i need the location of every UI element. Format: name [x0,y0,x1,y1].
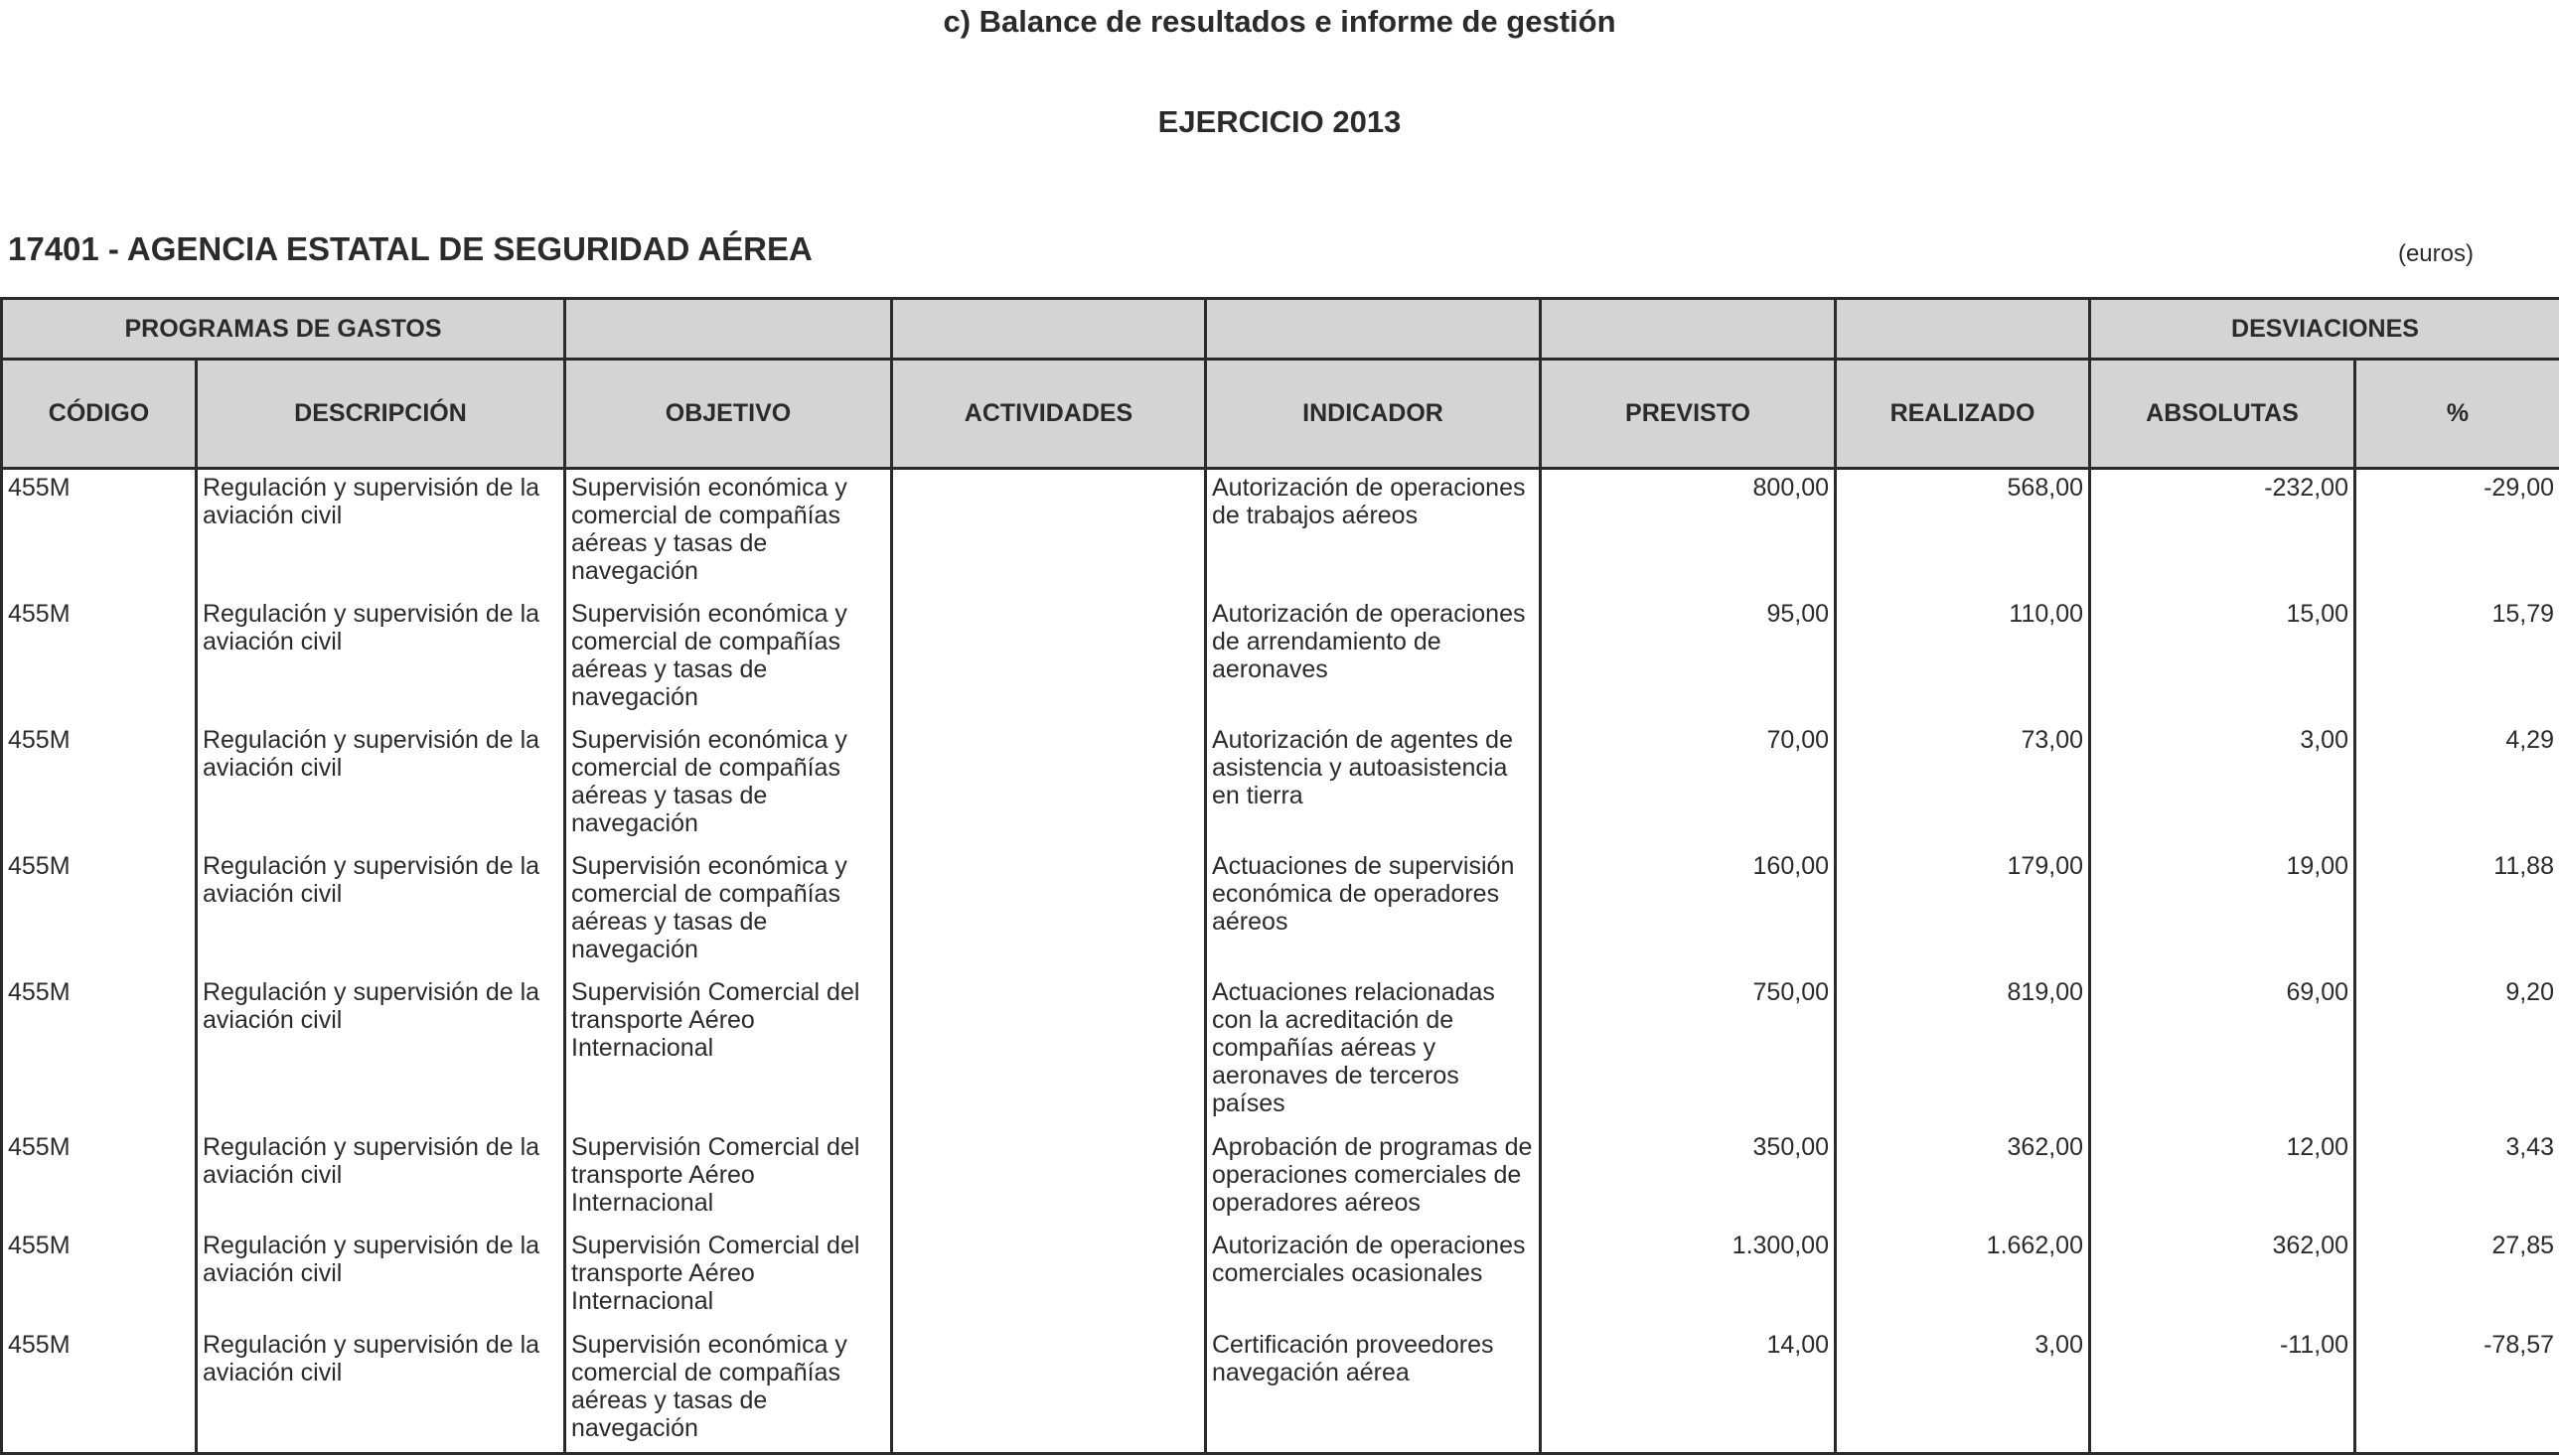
cell-previsto: 160,00 [1541,848,1836,974]
units-label: (euros) [2397,240,2474,267]
cell-pct: 9,20 [2355,974,2559,1129]
cell-descripcion: Regulación y supervisión de la aviación civil [197,596,565,722]
cell-actividades [892,1228,1206,1327]
cell-codigo: 455M [2,469,197,596]
column-header-previsto: PREVISTO [1541,360,1836,469]
cell-pct: 15,79 [2355,596,2559,722]
group-header-programas: PROGRAMAS DE GASTOS [2,299,565,360]
cell-realizado: 362,00 [1836,1129,2090,1228]
cell-descripcion: Regulación y supervisión de la aviación civil [197,722,565,848]
group-header-empty [1836,299,2090,360]
cell-indicador: Autorización de operaciones de trabajos aéreos [1206,469,1541,596]
cell-descripcion: Regulación y supervisión de la aviación civil [197,848,565,974]
cell-descripcion: Regulación y supervisión de la aviación civil [197,1327,565,1454]
cell-pct: 27,85 [2355,1228,2559,1327]
group-header-empty [565,299,892,360]
cell-actividades [892,848,1206,974]
table-row [2,469,2559,596]
cell-indicador: Aprobación de programas de operaciones comerciales de operadores aéreos [1206,1129,1541,1228]
entity-heading: 17401 - AGENCIA ESTATAL DE SEGURIDAD AÉREA [8,230,813,267]
cell-descripcion: Regulación y supervisión de la aviación civil [197,1129,565,1228]
column-header-objetivo: OBJETIVO [565,360,892,469]
cell-pct: 3,43 [2355,1129,2559,1228]
cell-indicador: Actuaciones de supervisión económica de operadores aéreos [1206,848,1541,974]
cell-realizado: 1.662,00 [1836,1228,2090,1327]
cell-pct: 11,88 [2355,848,2559,974]
column-header-descripcion: DESCRIPCIÓN [197,360,565,469]
cell-objetivo: Supervisión Comercial del transporte Aéreo Internacional [565,974,892,1129]
page-subtitle: EJERCICIO 2013 [1157,104,1402,139]
cell-actividades [892,596,1206,722]
cell-absolutas: 3,00 [2090,722,2355,848]
cell-indicador: Autorización de operaciones comerciales ocasionales [1206,1228,1541,1327]
cell-descripcion: Regulación y supervisión de la aviación civil [197,1228,565,1327]
column-header-realizado: REALIZADO [1836,360,2090,469]
cell-absolutas: 12,00 [2090,1129,2355,1228]
cell-absolutas: -232,00 [2090,469,2355,596]
cell-actividades [892,722,1206,848]
cell-actividades [892,469,1206,596]
cell-objetivo: Supervisión económica y comercial de compañías aéreas y tasas de navegación [565,1327,892,1454]
cell-actividades [892,974,1206,1129]
group-header-empty [892,299,1206,360]
cell-objetivo: Supervisión económica y comercial de compañías aéreas y tasas de navegación [565,722,892,848]
column-header-pct: % [2355,360,2559,469]
table-row [2,974,2559,1129]
column-header-row [2,360,2559,469]
group-header-empty [1206,299,1541,360]
column-header-actividades: ACTIVIDADES [892,360,1206,469]
cell-absolutas: 19,00 [2090,848,2355,974]
cell-realizado: 3,00 [1836,1327,2090,1454]
cell-indicador: Autorización de agentes de asistencia y autoasistencia en tierra [1206,722,1541,848]
table-row [2,1228,2559,1327]
page-title: c) Balance de resultados e informe de gestión [943,4,1616,39]
group-header-row [2,299,2559,360]
cell-previsto: 800,00 [1541,469,1836,596]
cell-pct: 4,29 [2355,722,2559,848]
group-header-empty [1541,299,1836,360]
cell-previsto: 750,00 [1541,974,1836,1129]
cell-absolutas: 15,00 [2090,596,2355,722]
cell-objetivo: Supervisión económica y comercial de compañías aéreas y tasas de navegación [565,596,892,722]
column-header-indicador: INDICADOR [1206,360,1541,469]
cell-indicador: Actuaciones relacionadas con la acreditación de compañías aéreas y aeronaves de terceros países [1206,974,1541,1129]
cell-codigo: 455M [2,1327,197,1454]
cell-realizado: 819,00 [1836,974,2090,1129]
cell-indicador: Certificación proveedores navegación aérea [1206,1327,1541,1454]
cell-indicador: Autorización de operaciones de arrendamiento de aeronaves [1206,596,1541,722]
cell-realizado: 179,00 [1836,848,2090,974]
cell-previsto: 350,00 [1541,1129,1836,1228]
cell-pct: -78,57 [2355,1327,2559,1454]
cell-previsto: 70,00 [1541,722,1836,848]
cell-realizado: 110,00 [1836,596,2090,722]
results-table [0,297,2559,1455]
cell-codigo: 455M [2,1228,197,1327]
cell-actividades [892,1129,1206,1228]
cell-realizado: 73,00 [1836,722,2090,848]
cell-descripcion: Regulación y supervisión de la aviación civil [197,974,565,1129]
cell-objetivo: Supervisión Comercial del transporte Aéreo Internacional [565,1228,892,1327]
cell-codigo: 455M [2,596,197,722]
cell-pct: -29,00 [2355,469,2559,596]
cell-actividades [892,1327,1206,1454]
table-row [2,1129,2559,1228]
cell-codigo: 455M [2,722,197,848]
cell-codigo: 455M [2,848,197,974]
group-header-desviaciones: DESVIACIONES [2090,299,2559,360]
cell-descripcion: Regulación y supervisión de la aviación civil [197,469,565,596]
table-row [2,722,2559,848]
table-row [2,596,2559,722]
cell-objetivo: Supervisión económica y comercial de compañías aéreas y tasas de navegación [565,848,892,974]
column-header-absolutas: ABSOLUTAS [2090,360,2355,469]
cell-previsto: 14,00 [1541,1327,1836,1454]
cell-absolutas: 69,00 [2090,974,2355,1129]
cell-objetivo: Supervisión económica y comercial de compañías aéreas y tasas de navegación [565,469,892,596]
cell-absolutas: 362,00 [2090,1228,2355,1327]
cell-codigo: 455M [2,1129,197,1228]
cell-previsto: 1.300,00 [1541,1228,1836,1327]
cell-objetivo: Supervisión Comercial del transporte Aéreo Internacional [565,1129,892,1228]
table-row [2,848,2559,974]
cell-previsto: 95,00 [1541,596,1836,722]
column-header-codigo: CÓDIGO [2,360,197,469]
table-row [2,1327,2559,1454]
cell-absolutas: -11,00 [2090,1327,2355,1454]
cell-realizado: 568,00 [1836,469,2090,596]
cell-codigo: 455M [2,974,197,1129]
